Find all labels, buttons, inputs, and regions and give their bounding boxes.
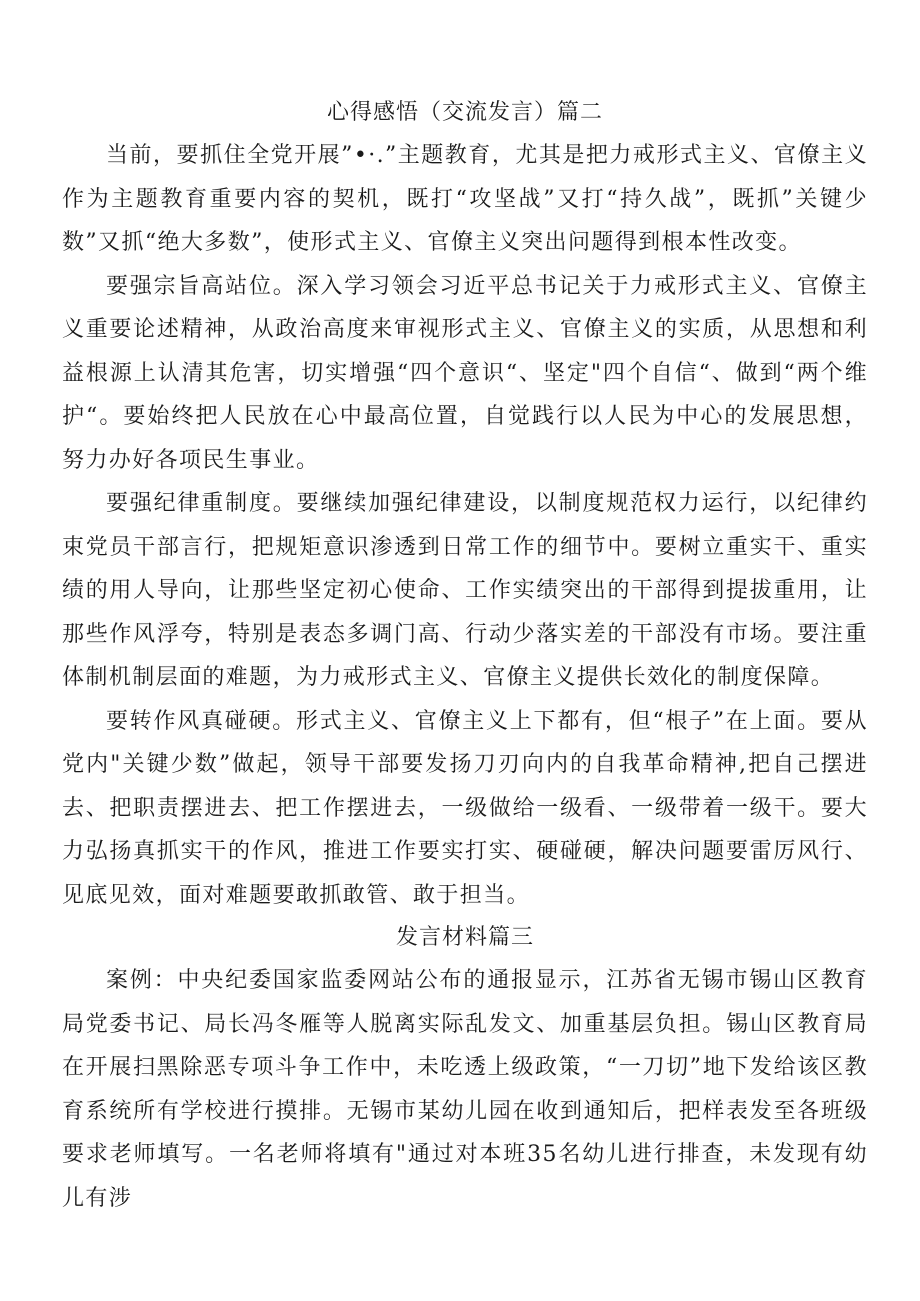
document-body bbox=[62, 92, 868, 1220]
section-two-paragraph-2: 要强宗旨高站位。深入学习领会习近平总书记关于力戒形式主义、官僚主义重要论述精神，从政治高度来审视形式主义、官僚主义的实质，从思想和利益根源上认清其危害，切实增强“四个意识“、坚定"四个自信“、做到“两个维护“。要始终把人民放在心中最高位置，自觉践行以人民为中心的发展思想，努力办好各项民生事业。 bbox=[62, 273, 868, 473]
section-two-title: 心得感悟（交流发言）篇二 bbox=[326, 100, 603, 125]
section-three-title: 发言材料篇三 bbox=[395, 925, 534, 950]
section-two-paragraph-3: 要强纪律重制度。要继续加强纪律建设，以制度规范权力运行，以纪律约束党员干部言行，把规矩意识渗透到日常工作的细节中。要树立重实干、重实绩的用人导向，让那些坚定初心使命、工作实绩突出的干部得到提拔重用，让那些作风浮夸，特别是表态多调门高、行动少落实差的干部没有市场。要注重体制机制层面的难题，为力戒形式主义、官僚主义提供长效化的制度保障。 bbox=[62, 491, 868, 690]
section-two-paragraph-4: 要转作风真碰硬。形式主义、官僚主义上下都有，但“根子”在上面。要从党内"关键少数”做起，领导干部要发扬刀刃向内的自我革命精神,把自己摆进去、把职责摆进去、把工作摆进去，一级做给一级看、一级带着一级干。要大力弘扬真抓实干的作风，推进工作要实打实、硬碰硬，解决问题要雷厉风行、见底见效，面对难题要敢抓敢管、敢于担当。 bbox=[62, 708, 868, 908]
section-two-paragraph-1: 当前，要抓住全党开展”•·.”主题教育，尤其是把力戒形式主义、官僚主义作为主题教育重要内容的契机，既打“攻坚战”又打“持久战”，既抓”关键少数”又抓“绝大多数”，使形式主义、官僚主义突出问题得到根本性改变。 bbox=[62, 143, 868, 255]
section-three-paragraph-1: 案例：中央纪委国家监委网站公布的通报显示，江苏省无锡市锡山区教育局党委书记、局长冯冬雁等人脱离实际乱发文、加重基层负担。锡山区教育局在开展扫黑除恶专项斗争工作中，未吃透上级政策，“一刀切”地下发给该区教育系统所有学校进行摸排。无锡市某幼儿园在收到通知后，把样表发至各班级要求老师填写。一名老师将填有"通过对本班35名幼儿进行排查，未发现有幼儿有涉 bbox=[62, 968, 868, 1211]
